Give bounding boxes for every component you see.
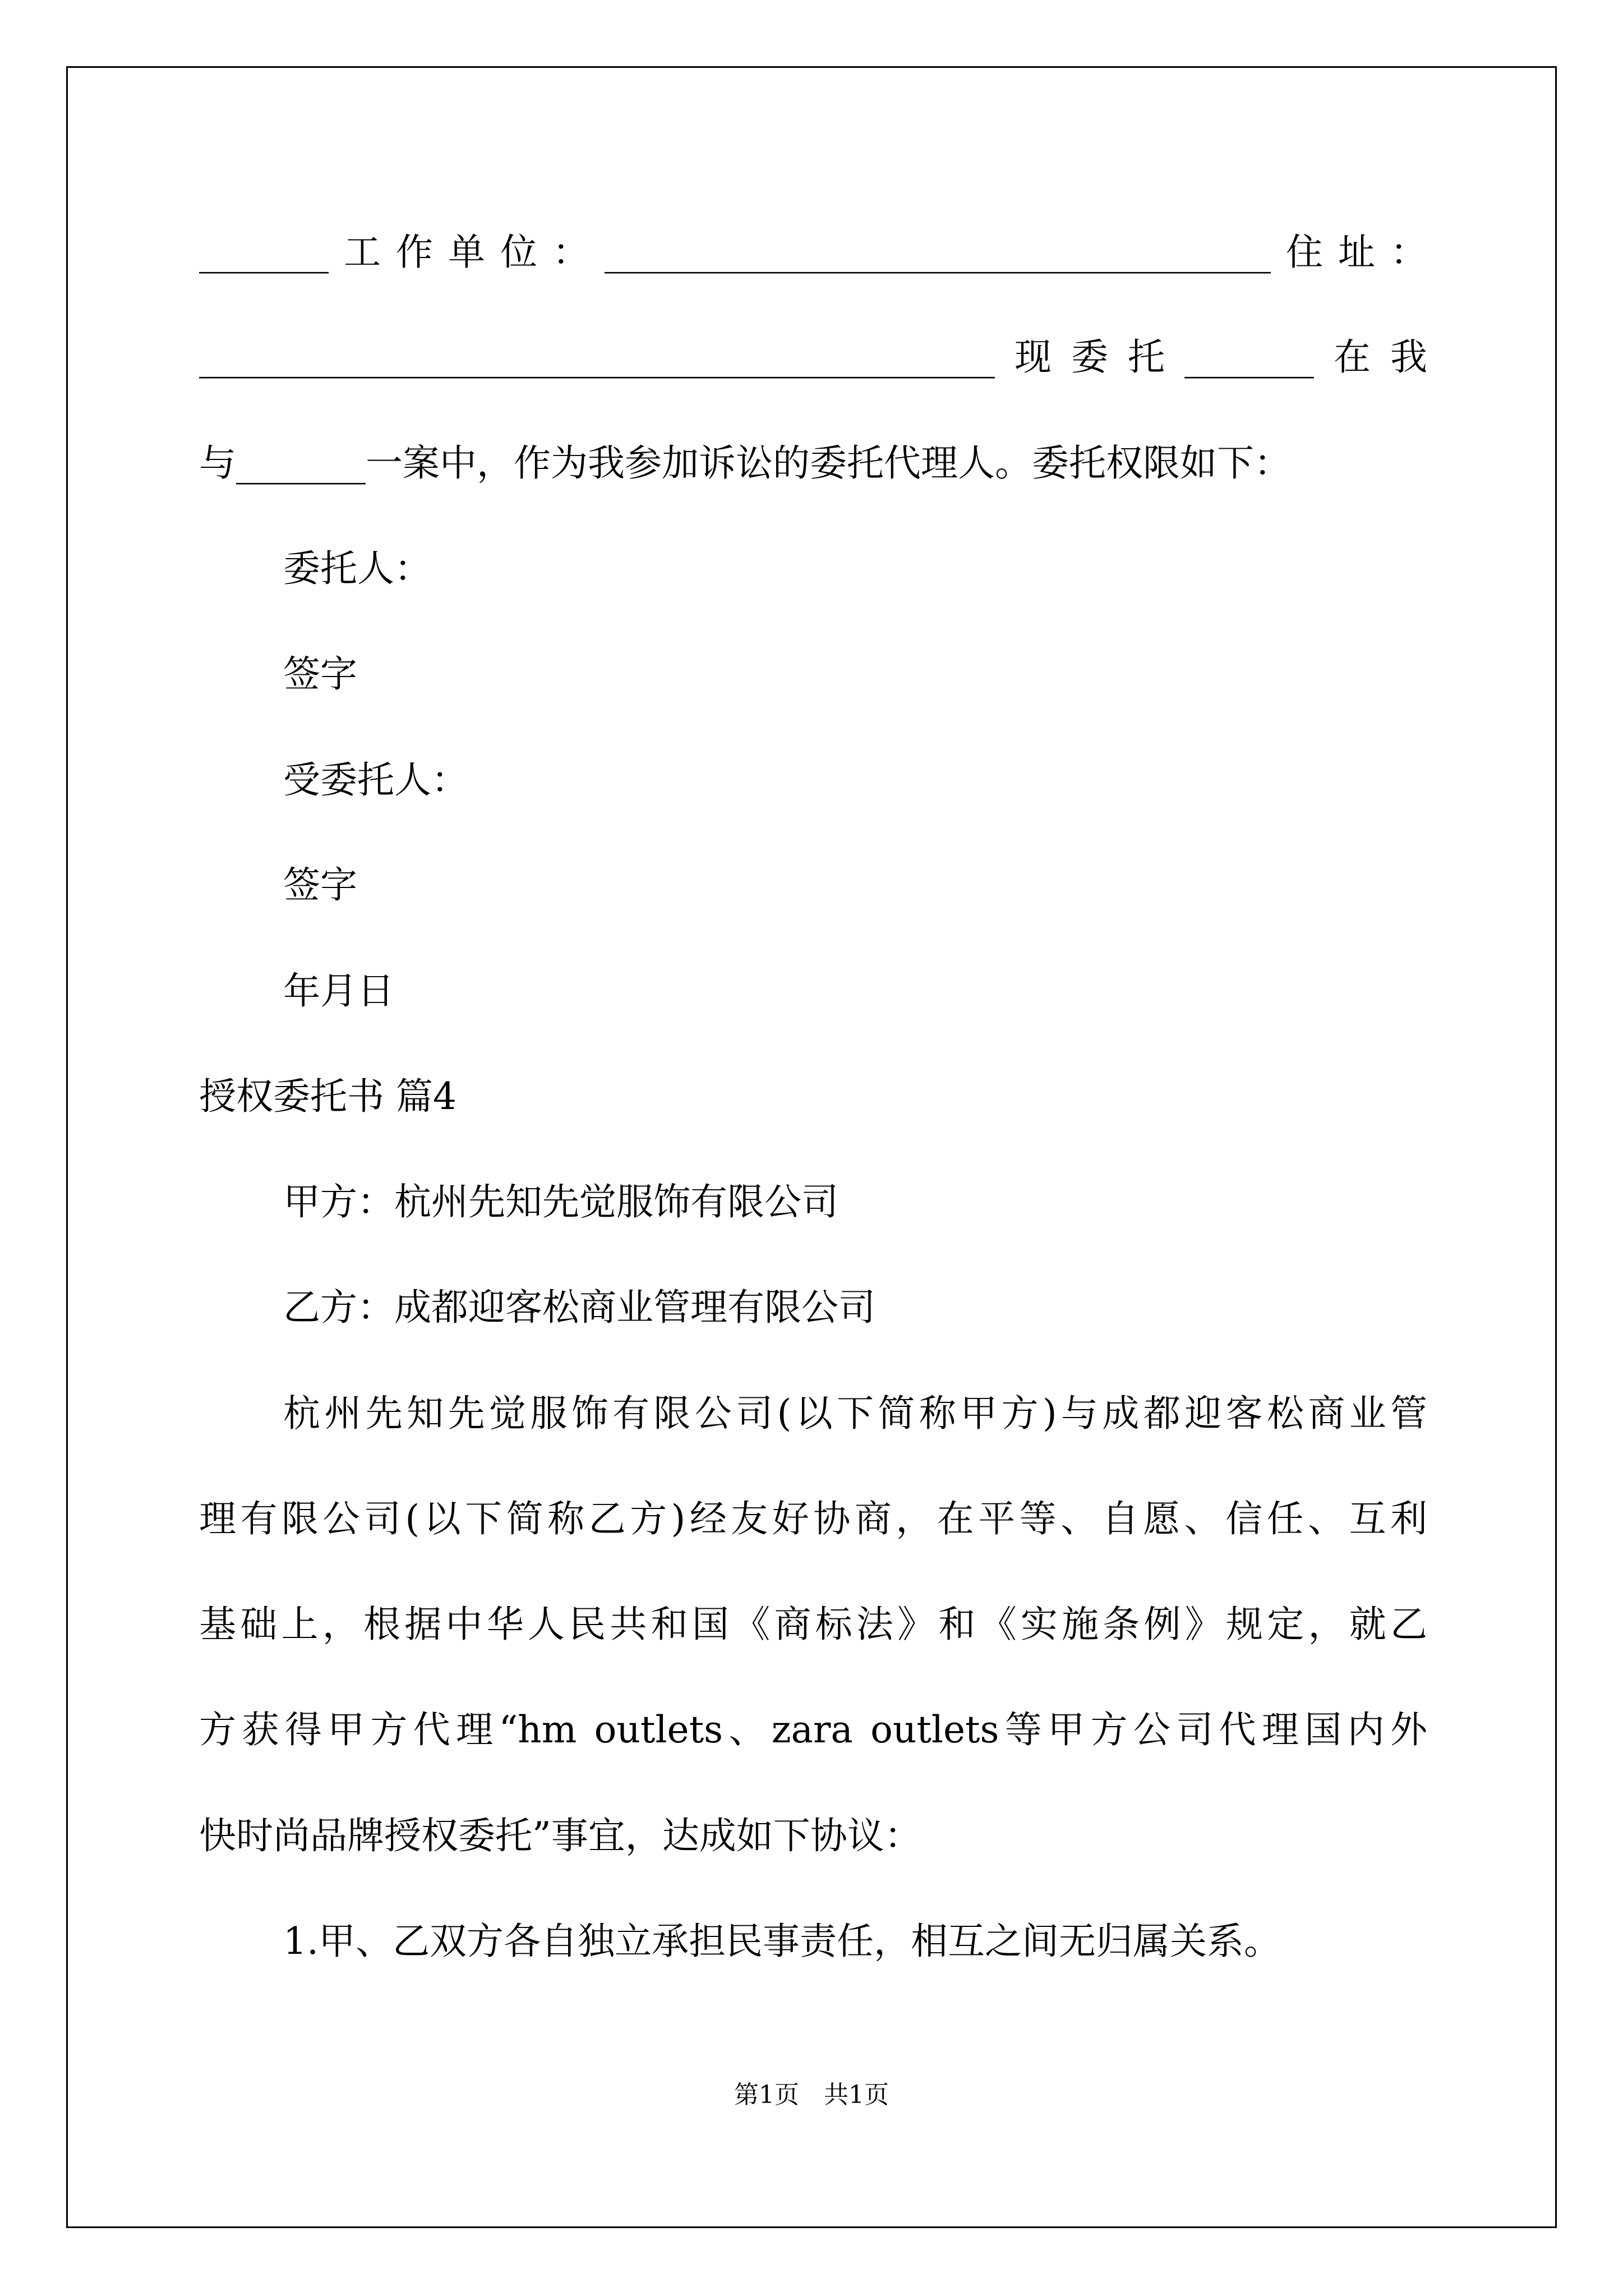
text-line-3: 与_______一案中，作为我参加诉讼的委托代理人。委托权限如下： — [199, 441, 1291, 485]
paragraph-line-4: 方获得甲方代理“hm outlets、zara outlets等甲方公司代理国内外 — [199, 1708, 1427, 1751]
paragraph-line-3: 基础上，根据中华人民共和国《商标法》和《实施条例》规定，就乙 — [199, 1603, 1427, 1646]
date-line: 年月日 — [283, 969, 394, 1013]
party-a: 甲方：杭州先知先觉服饰有限公司 — [283, 1180, 838, 1223]
signature-label-agent: 受委托人： — [283, 758, 468, 802]
signature-line-2: 签字 — [283, 863, 357, 907]
text-line-2: ___________________________________________现委托_______在我 — [199, 335, 1427, 379]
page-footer: 第1页 共1页 — [734, 2081, 889, 2109]
text-line-1: _______工作单位：____________________________________住址： — [199, 231, 1427, 274]
section-heading: 授权委托书 篇4 — [199, 1075, 457, 1118]
paragraph-line-5: 快时尚品牌授权委托”事宜，达成如下协议： — [199, 1814, 921, 1857]
paragraph-line-2: 理有限公司(以下简称乙方)经友好协商，在平等、自愿、信任、互利 — [199, 1497, 1427, 1540]
signature-label-principal: 委托人： — [283, 547, 431, 590]
signature-line-1: 签字 — [283, 652, 357, 696]
party-b: 乙方：成都迎客松商业管理有限公司 — [283, 1286, 875, 1329]
paragraph-line-1: 杭州先知先觉服饰有限公司(以下简称甲方)与成都迎客松商业管 — [283, 1392, 1427, 1435]
clause-1: 1.甲、乙双方各自独立承担民事责任，相互之间无归属关系。 — [283, 1920, 1281, 1963]
